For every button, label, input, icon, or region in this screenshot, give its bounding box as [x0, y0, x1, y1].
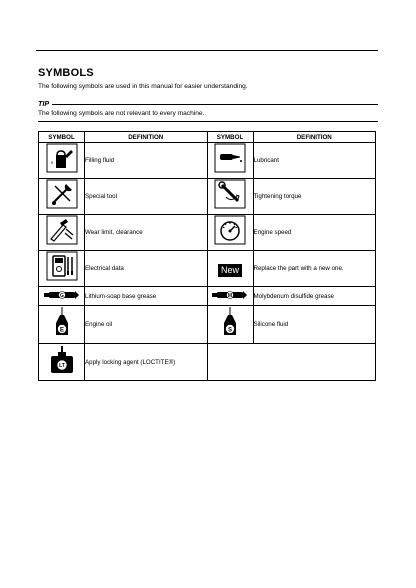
empty-cell — [207, 344, 376, 381]
symbol-cell — [39, 143, 85, 179]
table-row — [39, 179, 376, 215]
definition-cell: Molybdenum disulfide grease — [253, 287, 376, 306]
symbol-cell — [207, 251, 253, 287]
page-title: SYMBOLS — [38, 67, 94, 79]
electrical-data-icon — [46, 251, 78, 281]
symbol-cell — [207, 143, 253, 179]
definition-cell: Lubricant — [253, 143, 376, 179]
special-tool-icon — [46, 179, 78, 209]
col-definition-header: DEFINITION — [253, 132, 376, 143]
definition-cell: Tightening torque — [253, 179, 376, 215]
locking-agent-icon — [48, 345, 76, 375]
new-part-icon: New — [218, 264, 242, 277]
oil-letter: E — [59, 327, 64, 334]
engine-speed-icon — [214, 215, 246, 245]
table-header-row — [39, 132, 376, 143]
definition-cell: Engine oil — [85, 306, 208, 344]
col-symbol-header: SYMBOL — [39, 132, 85, 143]
symbol-cell — [39, 287, 85, 306]
definition-cell: Silicone fluid — [253, 306, 376, 344]
locking-letter: LT — [58, 362, 65, 369]
tip-bottom-rule — [38, 121, 378, 122]
definition-cell: Replace the part with a new one. — [253, 251, 376, 287]
tightening-torque-icon — [214, 179, 246, 209]
lithium-grease-icon — [43, 290, 81, 300]
fluid-letter: S — [227, 327, 233, 334]
symbol-cell — [207, 306, 253, 344]
table-row — [39, 215, 376, 251]
filling-fluid-icon — [46, 143, 78, 173]
col-symbol-header: SYMBOL — [207, 132, 253, 143]
symbol-cell — [207, 215, 253, 251]
definition-cell: Special tool — [85, 179, 208, 215]
definition-cell: Filling fluid — [85, 143, 208, 179]
symbol-cell — [39, 344, 85, 381]
molybdenum-grease-icon — [211, 290, 249, 300]
table-row — [39, 344, 376, 381]
wear-limit-icon — [46, 215, 78, 245]
symbol-cell — [39, 306, 85, 344]
symbol-cell — [39, 179, 85, 215]
table-row — [39, 143, 376, 179]
definition-cell: Apply locking agent (LOCTITE®) — [85, 344, 208, 381]
tip-label: TIP — [38, 99, 50, 108]
table-row — [39, 306, 376, 344]
definition-cell: Lithium-soap base grease — [85, 287, 208, 306]
col-definition-header: DEFINITION — [85, 132, 208, 143]
definition-cell: Engine speed — [253, 215, 376, 251]
silicone-fluid-icon — [220, 306, 240, 338]
symbol-cell — [39, 251, 85, 287]
engine-oil-icon — [52, 306, 72, 338]
top-rule — [36, 50, 378, 51]
tip-text: The following symbols are not relevant to every machine. — [38, 110, 205, 117]
grease-letter: M — [227, 293, 233, 299]
grease-letter: G — [59, 293, 64, 299]
tip-rule — [52, 104, 378, 105]
table-row — [39, 287, 376, 306]
symbol-cell — [39, 215, 85, 251]
table-row — [39, 251, 376, 287]
lubricant-icon — [214, 143, 246, 173]
symbol-cell — [207, 179, 253, 215]
definition-cell: Electrical data — [85, 251, 208, 287]
symbols-table — [38, 131, 376, 381]
intro-text: The following symbols are used in this manual for easier understanding. — [38, 83, 248, 90]
symbol-cell — [207, 287, 253, 306]
definition-cell: Wear limit, clearance — [85, 215, 208, 251]
